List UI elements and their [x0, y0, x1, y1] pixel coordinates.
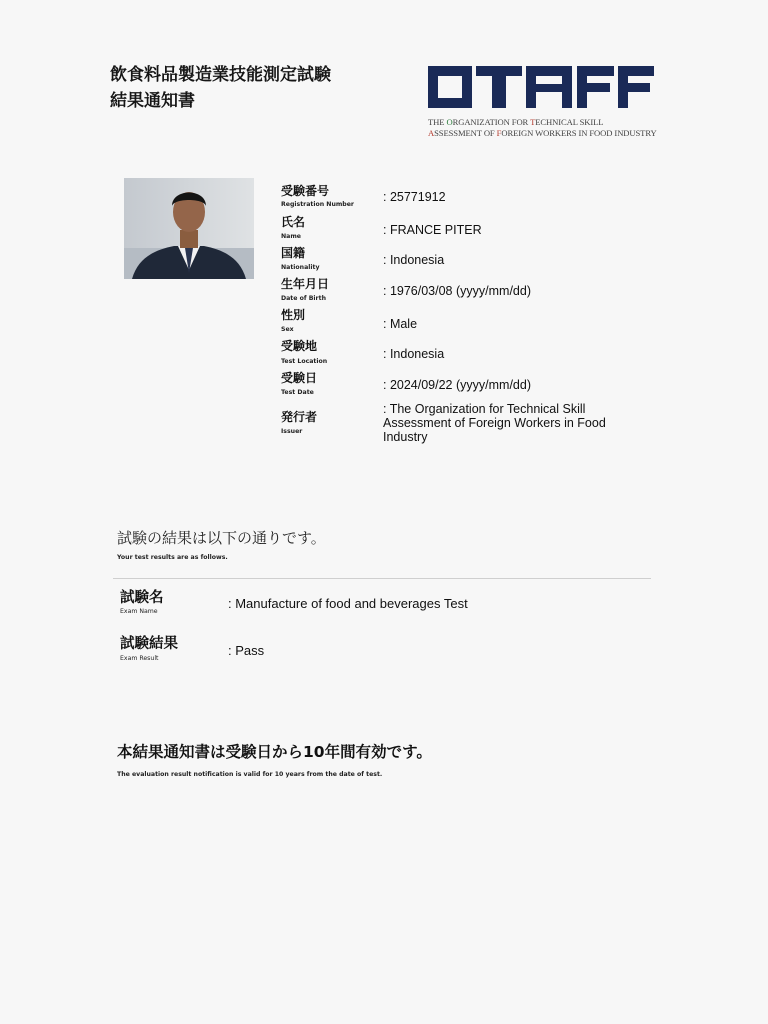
test-date-value: : 2024/09/22 (yyyy/mm/dd)	[383, 378, 531, 392]
exam-name-value: : Manufacture of food and beverages Test	[228, 596, 468, 611]
date-of-birth-value: : 1976/03/08 (yyyy/mm/dd)	[383, 284, 531, 298]
date-of-birth-label-en: Date of Birth	[281, 295, 326, 302]
exam-result-value: : Pass	[228, 643, 265, 658]
issuer-label: 発行者	[281, 410, 318, 424]
issuer-label-en: Issuer	[281, 428, 303, 435]
registration-number-label: 受験番号	[281, 184, 330, 198]
validity-notice-en: The evaluation result notification is valid for 10 years from the date of test.	[117, 771, 383, 778]
sex-value: : Male	[383, 317, 418, 331]
date-of-birth-label: 生年月日	[281, 277, 330, 291]
registration-number-label-en: Registration Number	[281, 201, 354, 208]
name-label-en: Name	[281, 233, 301, 240]
test-location-value: : Indonesia	[383, 347, 445, 361]
issuer-value: : The Organization for Technical Skill Assessment of Foreign Workers in Food Industry	[383, 402, 606, 444]
exam-result-label-en: Exam Result	[120, 655, 159, 662]
sex-label: 性別	[281, 308, 306, 322]
applicant-photo	[124, 178, 254, 279]
nationality-label: 国籍	[281, 246, 306, 260]
sex-label-en: Sex	[281, 326, 294, 333]
name-value: : FRANCE PITER	[383, 223, 482, 237]
document-title-line2: 結果通知書	[110, 91, 195, 111]
test-date-label: 受験日	[281, 371, 318, 385]
test-location-label: 受験地	[281, 339, 318, 353]
registration-number-value: : 25771912	[383, 190, 446, 204]
logo-subtitle: THE ORGANIZATION FOR TECHNICAL SKILL ASSESSMENT OF FOREIGN WORKERS IN FOOD INDUSTRY	[428, 117, 657, 138]
otaff-wordmark-logo	[428, 64, 654, 110]
test-location-label-en: Test Location	[281, 358, 328, 365]
validity-notice: 本結果通知書は受験日から10年間有効です。	[117, 743, 432, 761]
name-label: 氏名	[281, 215, 306, 229]
document-title	[110, 62, 410, 114]
test-date-label-en: Test Date	[281, 389, 314, 396]
exam-name-label-en: Exam Name	[120, 608, 158, 615]
exam-result-label: 試験結果	[120, 636, 178, 652]
otaff-logo	[428, 64, 658, 139]
nationality-label-en: Nationality	[281, 264, 320, 271]
document-title-line1: 飲食料品製造業技能測定試験	[110, 65, 331, 85]
exam-name-label: 試験名	[120, 590, 164, 606]
nationality-value: : Indonesia	[383, 253, 445, 267]
results-intro-en: Your test results are as follows.	[117, 554, 228, 561]
results-intro: 試験の結果は以下の通りです。	[117, 529, 326, 547]
divider	[113, 578, 651, 579]
